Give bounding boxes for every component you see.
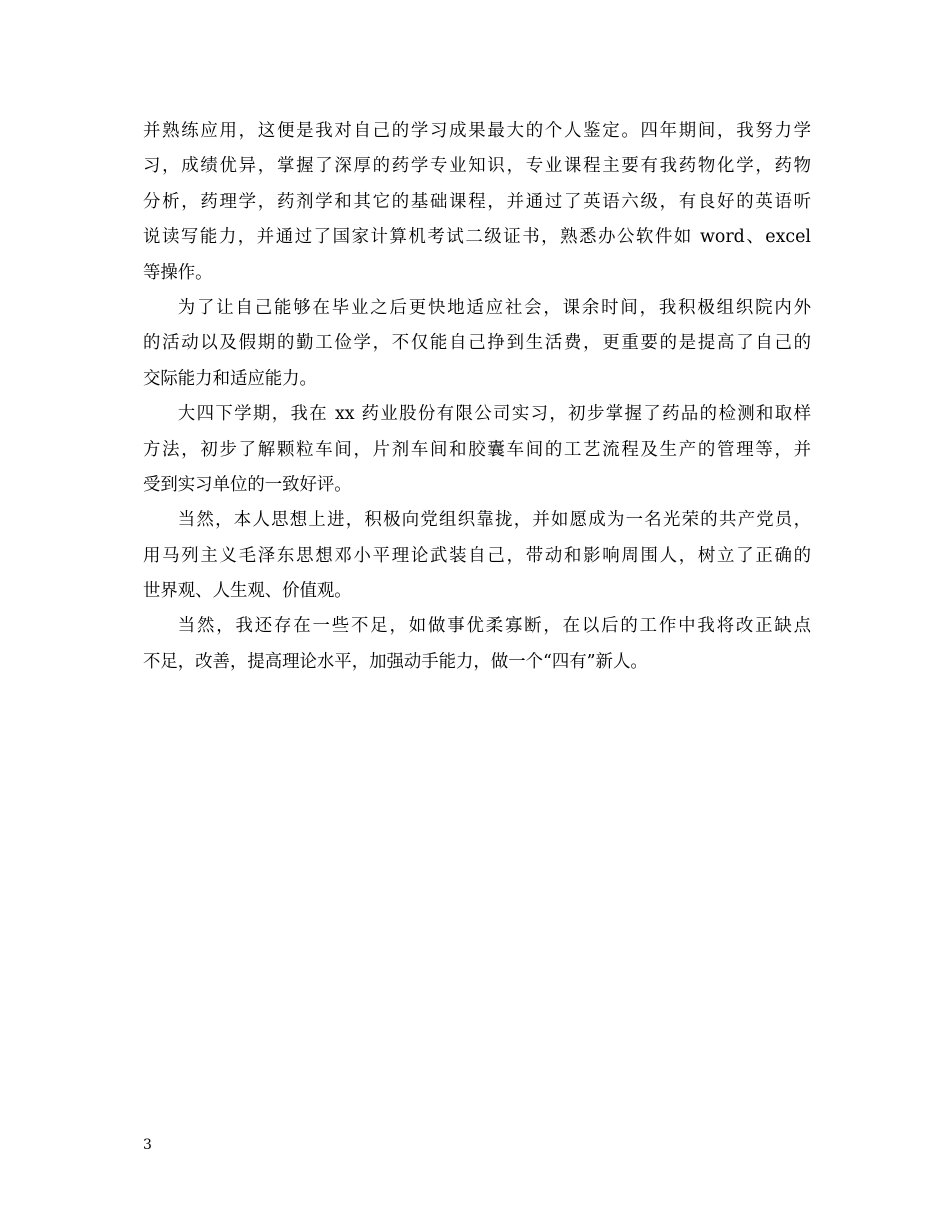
- document-body: [143, 114, 811, 680]
- text-line: 为了让自己能够在毕业之后更快地适应社会，课余时间，我积极组织院内外: [177, 297, 811, 318]
- text-line: 的活动以及假期的勤工俭学，不仅能自己挣到生活费，更重要的是提高了自己的: [143, 333, 811, 354]
- paragraph-5: [143, 609, 811, 680]
- paragraph-1: [143, 114, 811, 291]
- text-line: 当然，我还存在一些不足，如做事优柔寡断，在以后的工作中我将改正缺点: [177, 616, 811, 637]
- paragraph-4: [143, 503, 811, 609]
- text-line: 方法，初步了解颗粒车间，片剂车间和胶囊车间的工艺流程及生产的管理等，并: [143, 439, 811, 460]
- page-number: 3: [143, 1137, 152, 1153]
- text-line: 用马列主义毛泽东思想邓小平理论武装自己，带动和影响周围人，树立了正确的: [143, 545, 811, 566]
- text-line: 并熟练应用，这便是我对自己的学习成果最大的个人鉴定。四年期间，我努力学: [143, 121, 811, 141]
- paragraph-2: [143, 291, 811, 397]
- text-line: 交际能力和适应能力。: [143, 368, 317, 389]
- text-line: 不足，改善，提高理论水平，加强动手能力，做一个“四有”新人。: [143, 651, 648, 672]
- text-line: 等操作。: [143, 262, 213, 283]
- text-line: 习，成绩优异，掌握了深厚的药学专业知识，专业课程主要有我药物化学，药物: [143, 156, 811, 177]
- text-line: 受到实习单位的一致好评。: [143, 474, 352, 495]
- text-line: 当然，本人思想上进，积极向党组织靠拢，并如愿成为一名光荣的共产党员，: [177, 510, 811, 531]
- paragraph-3: [143, 397, 811, 503]
- text-line: 分析，药理学，药剂学和其它的基础课程，并通过了英语六级，有良好的英语听: [143, 191, 811, 212]
- text-line: 世界观、人生观、价值观。: [143, 581, 352, 602]
- text-line: 大四下学期，我在 xx 药业股份有限公司实习，初步掌握了药品的检测和取样: [177, 404, 811, 425]
- text-line: 说读写能力，并通过了国家计算机考试二级证书，熟悉办公软件如 word、excel: [143, 227, 811, 248]
